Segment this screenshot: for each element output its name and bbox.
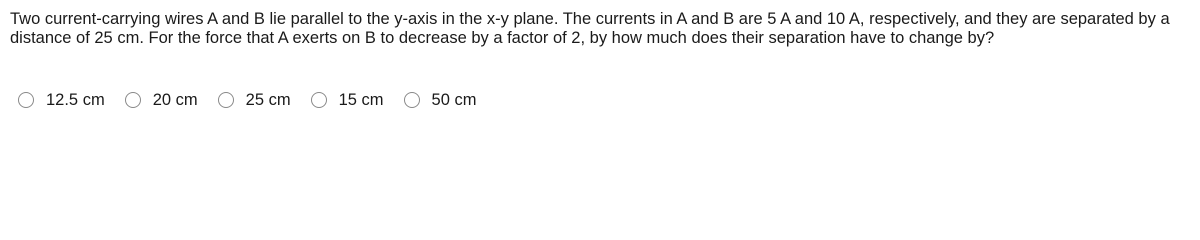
- option-5[interactable]: [404, 91, 477, 110]
- option-1-radio[interactable]: [18, 92, 34, 108]
- option-4[interactable]: [311, 91, 384, 110]
- option-2[interactable]: [125, 91, 198, 110]
- option-4-radio[interactable]: [311, 92, 327, 108]
- option-3-radio[interactable]: [218, 92, 234, 108]
- option-2-label: 20 cm: [152, 90, 198, 109]
- option-5-label: 50 cm: [431, 90, 477, 109]
- option-2-radio[interactable]: [125, 92, 141, 108]
- option-4-label: 15 cm: [338, 90, 384, 109]
- option-3[interactable]: [218, 91, 291, 110]
- question-text: Two current-carrying wires A and B lie parallel to the y-axis in the x-y plane. The currents in A and B are 5 A and 10 A, respectively, and they are separated by a distance of 25 cm. For the force that A exerts on B to decrease by a factor of 2, by how much does their separation have to change by?: [10, 10, 1170, 47]
- option-1-label: 12.5 cm: [46, 90, 105, 109]
- option-1[interactable]: [18, 91, 105, 110]
- answer-options: [18, 89, 496, 111]
- option-5-radio[interactable]: [404, 92, 420, 108]
- option-3-label: 25 cm: [245, 90, 291, 109]
